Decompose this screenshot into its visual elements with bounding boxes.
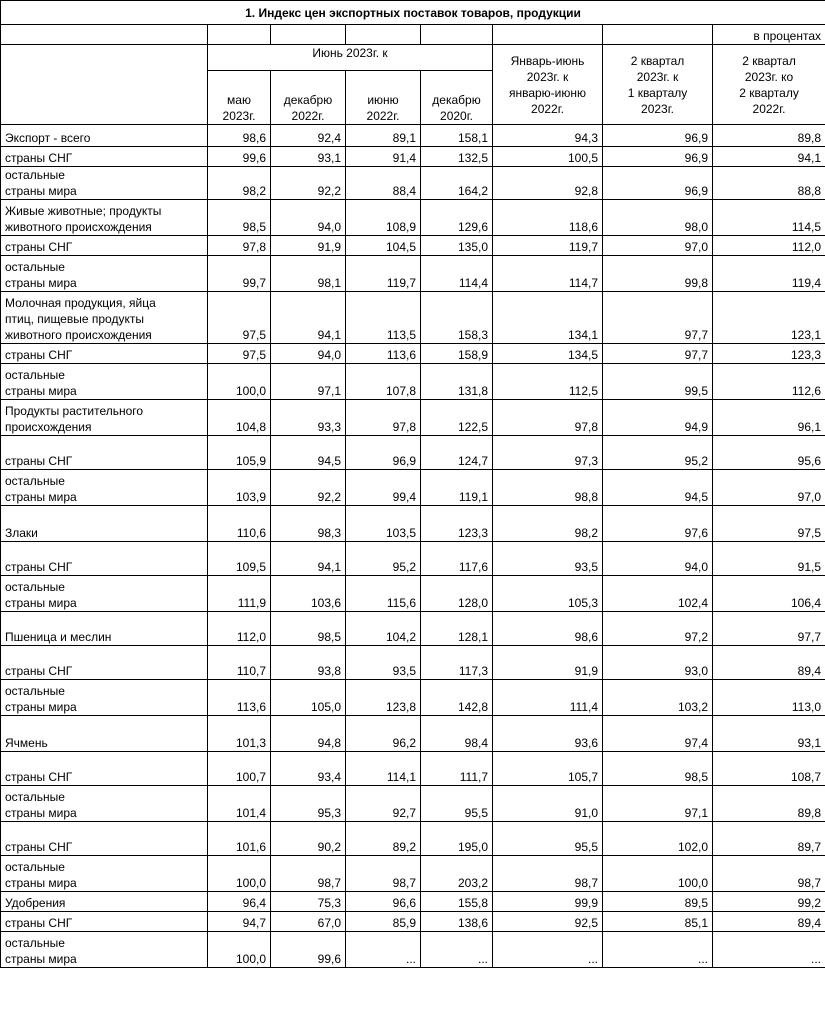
row-label: страны СНГ: [1, 822, 208, 856]
value-cell: 96,4: [208, 892, 271, 912]
value-cell: 124,7: [421, 436, 493, 470]
table-row: [1, 542, 825, 576]
value-cell: 99,9: [493, 892, 603, 912]
value-cell: ...: [603, 932, 713, 968]
value-cell: 117,3: [421, 646, 493, 680]
value-cell: 97,5: [713, 506, 825, 542]
value-cell: 89,8: [713, 786, 825, 822]
value-cell: 98,3: [271, 506, 346, 542]
value-cell: 111,9: [208, 576, 271, 612]
value-cell: 88,8: [713, 167, 825, 200]
value-cell: ...: [493, 932, 603, 968]
table-row: [1, 892, 825, 912]
table-row: [1, 506, 825, 542]
units-label: в процентах: [713, 25, 825, 45]
value-cell: 119,7: [346, 256, 421, 292]
row-label: страны СНГ: [1, 542, 208, 576]
value-cell: 101,6: [208, 822, 271, 856]
row-label: остальные страны мира: [1, 576, 208, 612]
value-cell: 85,9: [346, 912, 421, 932]
value-cell: 89,2: [346, 822, 421, 856]
value-cell: 94,0: [271, 200, 346, 236]
value-cell: 122,5: [421, 400, 493, 436]
value-cell: 91,9: [271, 236, 346, 256]
value-cell: 97,6: [603, 506, 713, 542]
row-label: Живые животные; продукты животного происхождения: [1, 200, 208, 236]
value-cell: 96,9: [603, 147, 713, 167]
value-cell: 96,9: [346, 436, 421, 470]
value-cell: 110,7: [208, 646, 271, 680]
value-cell: 97,1: [271, 364, 346, 400]
value-cell: 94,7: [208, 912, 271, 932]
value-cell: 111,7: [421, 752, 493, 786]
value-cell: 98,7: [346, 856, 421, 892]
value-cell: 91,4: [346, 147, 421, 167]
table-row: [1, 932, 825, 968]
value-cell: 97,7: [603, 344, 713, 364]
units-spacer: [1, 25, 208, 45]
value-cell: 112,0: [208, 612, 271, 646]
value-cell: 114,1: [346, 752, 421, 786]
value-cell: 118,6: [493, 200, 603, 236]
value-cell: 99,7: [208, 256, 271, 292]
row-label: страны СНГ: [1, 752, 208, 786]
value-cell: 93,5: [346, 646, 421, 680]
value-cell: 90,2: [271, 822, 346, 856]
table-row: [1, 400, 825, 436]
row-label: остальные страны мира: [1, 786, 208, 822]
header-col-6: 2 квартал 2023г. к 1 кварталу 2023г.: [603, 45, 713, 125]
table-row: [1, 856, 825, 892]
value-cell: 92,5: [493, 912, 603, 932]
value-cell: 99,5: [603, 364, 713, 400]
row-label: остальные страны мира: [1, 932, 208, 968]
value-cell: 93,3: [271, 400, 346, 436]
value-cell: 93,1: [271, 147, 346, 167]
value-cell: 89,5: [603, 892, 713, 912]
units-spacer: [208, 25, 271, 45]
table-row: [1, 716, 825, 752]
value-cell: 113,6: [208, 680, 271, 716]
value-cell: 103,6: [271, 576, 346, 612]
value-cell: 93,4: [271, 752, 346, 786]
value-cell: 142,8: [421, 680, 493, 716]
header-col-5: Январь-июнь 2023г. к январю-июню 2022г.: [493, 45, 603, 125]
value-cell: 105,0: [271, 680, 346, 716]
value-cell: 98,2: [208, 167, 271, 200]
value-cell: 97,8: [208, 236, 271, 256]
value-cell: 98,1: [271, 256, 346, 292]
value-cell: 89,8: [713, 125, 825, 147]
value-cell: 97,7: [713, 612, 825, 646]
value-cell: 112,6: [713, 364, 825, 400]
table-row: [1, 436, 825, 470]
value-cell: 91,0: [493, 786, 603, 822]
table-row: [1, 470, 825, 506]
value-cell: 119,1: [421, 470, 493, 506]
value-cell: 134,5: [493, 344, 603, 364]
value-cell: 96,9: [603, 125, 713, 147]
table-row: [1, 752, 825, 786]
table-row: [1, 344, 825, 364]
row-label: Экспорт - всего: [1, 125, 208, 147]
value-cell: 97,0: [603, 236, 713, 256]
row-label: Удобрения: [1, 892, 208, 912]
value-cell: 95,2: [603, 436, 713, 470]
row-label: страны СНГ: [1, 646, 208, 680]
value-cell: 103,9: [208, 470, 271, 506]
row-label: остальные страны мира: [1, 470, 208, 506]
table-row: [1, 612, 825, 646]
table-row: [1, 256, 825, 292]
value-cell: 92,7: [346, 786, 421, 822]
units-spacer: [603, 25, 713, 45]
value-cell: 113,0: [713, 680, 825, 716]
value-cell: 123,1: [713, 292, 825, 344]
value-cell: 96,6: [346, 892, 421, 912]
row-label: остальные страны мира: [1, 256, 208, 292]
table-row: [1, 680, 825, 716]
value-cell: 108,7: [713, 752, 825, 786]
value-cell: 99,2: [713, 892, 825, 912]
value-cell: 97,5: [208, 292, 271, 344]
value-cell: ...: [713, 932, 825, 968]
value-cell: 134,1: [493, 292, 603, 344]
value-cell: 98,6: [493, 612, 603, 646]
header-label-blank: [1, 45, 208, 125]
value-cell: 114,5: [713, 200, 825, 236]
table-row: [1, 822, 825, 856]
table-row: [1, 236, 825, 256]
value-cell: 98,0: [603, 200, 713, 236]
table-row: [1, 646, 825, 680]
table-row: [1, 912, 825, 932]
value-cell: 119,7: [493, 236, 603, 256]
table-row: [1, 147, 825, 167]
value-cell: 94,9: [603, 400, 713, 436]
header-col-2: декабрю 2022г.: [271, 71, 346, 125]
value-cell: 111,4: [493, 680, 603, 716]
value-cell: 109,5: [208, 542, 271, 576]
value-cell: 96,2: [346, 716, 421, 752]
value-cell: 92,2: [271, 167, 346, 200]
value-cell: 104,8: [208, 400, 271, 436]
value-cell: 114,4: [421, 256, 493, 292]
value-cell: 98,7: [713, 856, 825, 892]
row-label: остальные страны мира: [1, 167, 208, 200]
value-cell: 94,1: [713, 147, 825, 167]
value-cell: 94,1: [271, 542, 346, 576]
value-cell: 94,0: [271, 344, 346, 364]
value-cell: 98,7: [271, 856, 346, 892]
value-cell: 99,4: [346, 470, 421, 506]
value-cell: 89,1: [346, 125, 421, 147]
value-cell: 105,9: [208, 436, 271, 470]
value-cell: 135,0: [421, 236, 493, 256]
row-label: Продукты растительного происхождения: [1, 400, 208, 436]
value-cell: 91,5: [713, 542, 825, 576]
table-row: [1, 786, 825, 822]
value-cell: 100,0: [208, 932, 271, 968]
units-spacer: [493, 25, 603, 45]
value-cell: 101,3: [208, 716, 271, 752]
value-cell: 88,4: [346, 167, 421, 200]
value-cell: 103,2: [603, 680, 713, 716]
value-cell: 95,5: [421, 786, 493, 822]
june-group-header: Июнь 2023г. к: [208, 45, 493, 71]
value-cell: 123,8: [346, 680, 421, 716]
value-cell: 105,7: [493, 752, 603, 786]
value-cell: 97,1: [603, 786, 713, 822]
value-cell: 94,5: [603, 470, 713, 506]
table-title: 1. Индекс цен экспортных поставок товаров, продукции: [1, 1, 825, 25]
value-cell: 155,8: [421, 892, 493, 912]
value-cell: 104,5: [346, 236, 421, 256]
value-cell: 203,2: [421, 856, 493, 892]
value-cell: 131,8: [421, 364, 493, 400]
value-cell: 89,7: [713, 822, 825, 856]
value-cell: 98,6: [208, 125, 271, 147]
value-cell: 112,0: [713, 236, 825, 256]
value-cell: 93,0: [603, 646, 713, 680]
value-cell: 95,6: [713, 436, 825, 470]
table-row: [1, 292, 825, 344]
value-cell: 102,4: [603, 576, 713, 612]
table-row: [1, 125, 825, 147]
value-cell: 107,8: [346, 364, 421, 400]
value-cell: 97,3: [493, 436, 603, 470]
value-cell: 99,6: [208, 147, 271, 167]
value-cell: 96,1: [713, 400, 825, 436]
value-cell: 128,0: [421, 576, 493, 612]
value-cell: 158,3: [421, 292, 493, 344]
value-cell: 117,6: [421, 542, 493, 576]
value-cell: 100,7: [208, 752, 271, 786]
value-cell: 104,2: [346, 612, 421, 646]
row-label: Пшеница и меслин: [1, 612, 208, 646]
row-label: страны СНГ: [1, 436, 208, 470]
value-cell: 89,4: [713, 646, 825, 680]
value-cell: 98,8: [493, 470, 603, 506]
value-cell: 94,0: [603, 542, 713, 576]
value-cell: 98,5: [603, 752, 713, 786]
header-col-3: июню 2022г.: [346, 71, 421, 125]
value-cell: 164,2: [421, 167, 493, 200]
value-cell: 98,4: [421, 716, 493, 752]
value-cell: 138,6: [421, 912, 493, 932]
units-spacer: [271, 25, 346, 45]
value-cell: 195,0: [421, 822, 493, 856]
value-cell: 67,0: [271, 912, 346, 932]
value-cell: 97,4: [603, 716, 713, 752]
value-cell: 97,5: [208, 344, 271, 364]
value-cell: 95,2: [346, 542, 421, 576]
value-cell: 158,9: [421, 344, 493, 364]
row-label: остальные страны мира: [1, 364, 208, 400]
value-cell: 99,8: [603, 256, 713, 292]
value-cell: 94,8: [271, 716, 346, 752]
row-label: страны СНГ: [1, 147, 208, 167]
value-cell: 93,8: [271, 646, 346, 680]
value-cell: 115,6: [346, 576, 421, 612]
value-cell: 98,5: [208, 200, 271, 236]
value-cell: 98,5: [271, 612, 346, 646]
value-cell: 95,5: [493, 822, 603, 856]
value-cell: 97,0: [713, 470, 825, 506]
value-cell: 99,6: [271, 932, 346, 968]
value-cell: 94,5: [271, 436, 346, 470]
value-cell: 100,0: [603, 856, 713, 892]
value-cell: 97,8: [493, 400, 603, 436]
table-row: [1, 364, 825, 400]
value-cell: ...: [421, 932, 493, 968]
value-cell: 85,1: [603, 912, 713, 932]
value-cell: 132,5: [421, 147, 493, 167]
row-label: остальные страны мира: [1, 680, 208, 716]
value-cell: 158,1: [421, 125, 493, 147]
value-cell: 93,5: [493, 542, 603, 576]
table-row: [1, 167, 825, 200]
value-cell: 97,8: [346, 400, 421, 436]
value-cell: 123,3: [421, 506, 493, 542]
value-cell: 96,9: [603, 167, 713, 200]
table-row: [1, 576, 825, 612]
value-cell: 92,4: [271, 125, 346, 147]
value-cell: 103,5: [346, 506, 421, 542]
value-cell: 128,1: [421, 612, 493, 646]
value-cell: 100,0: [208, 856, 271, 892]
value-cell: 98,7: [493, 856, 603, 892]
value-cell: 112,5: [493, 364, 603, 400]
value-cell: 106,4: [713, 576, 825, 612]
value-cell: 105,3: [493, 576, 603, 612]
units-spacer: [346, 25, 421, 45]
value-cell: 94,1: [271, 292, 346, 344]
row-label: страны СНГ: [1, 344, 208, 364]
value-cell: 100,0: [208, 364, 271, 400]
value-cell: 113,5: [346, 292, 421, 344]
value-cell: 129,6: [421, 200, 493, 236]
row-label: Молочная продукция, яйца птиц, пищевые продукты животного происхождения: [1, 292, 208, 344]
row-label: страны СНГ: [1, 236, 208, 256]
value-cell: 89,4: [713, 912, 825, 932]
value-cell: 92,8: [493, 167, 603, 200]
value-cell: 102,0: [603, 822, 713, 856]
value-cell: 75,3: [271, 892, 346, 912]
row-label: Ячмень: [1, 716, 208, 752]
value-cell: ...: [346, 932, 421, 968]
header-col-7: 2 квартал 2023г. ко 2 кварталу 2022г.: [713, 45, 825, 125]
value-cell: 91,9: [493, 646, 603, 680]
value-cell: 94,3: [493, 125, 603, 147]
row-label: остальные страны мира: [1, 856, 208, 892]
row-label: Злаки: [1, 506, 208, 542]
header-col-1: маю 2023г.: [208, 71, 271, 125]
value-cell: 97,2: [603, 612, 713, 646]
value-cell: 101,4: [208, 786, 271, 822]
value-cell: 93,6: [493, 716, 603, 752]
header-col-4: декабрю 2020г.: [421, 71, 493, 125]
value-cell: 95,3: [271, 786, 346, 822]
value-cell: 108,9: [346, 200, 421, 236]
units-spacer: [421, 25, 493, 45]
value-cell: 98,2: [493, 506, 603, 542]
value-cell: 97,7: [603, 292, 713, 344]
table-row: [1, 200, 825, 236]
value-cell: 119,4: [713, 256, 825, 292]
value-cell: 123,3: [713, 344, 825, 364]
value-cell: 100,5: [493, 147, 603, 167]
value-cell: 92,2: [271, 470, 346, 506]
row-label: страны СНГ: [1, 912, 208, 932]
value-cell: 114,7: [493, 256, 603, 292]
value-cell: 113,6: [346, 344, 421, 364]
value-cell: 93,1: [713, 716, 825, 752]
value-cell: 110,6: [208, 506, 271, 542]
